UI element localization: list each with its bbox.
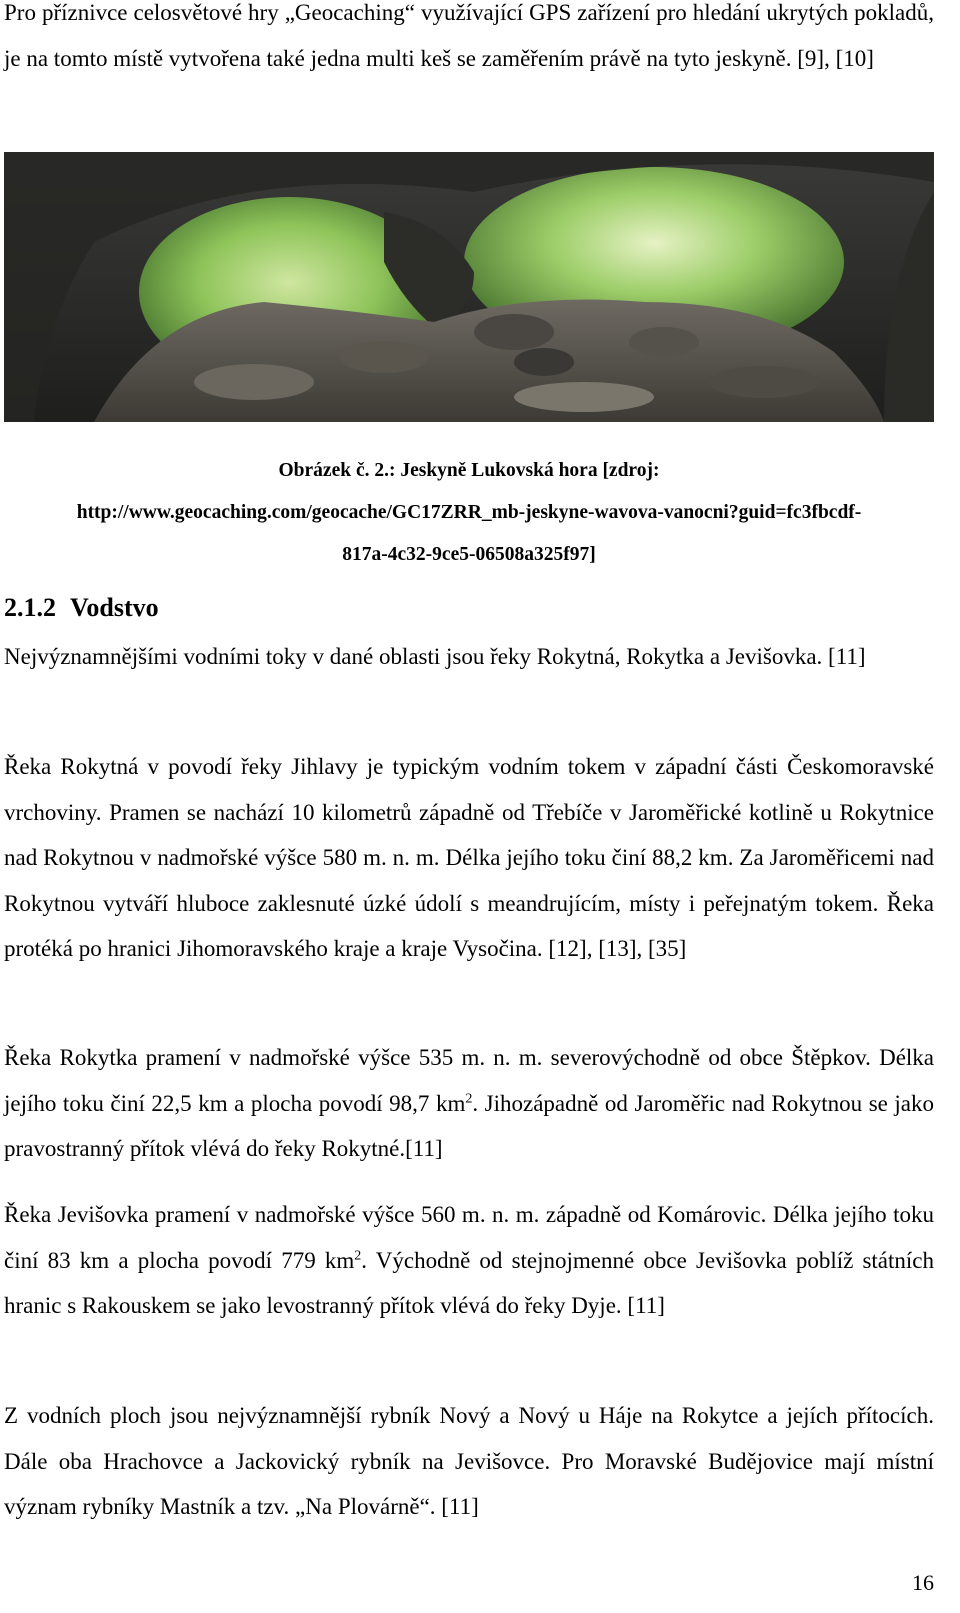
jevisovka-text-b: . Východně od stejnojmenné obce Jevišovka poblíž státních hranic s Rakouskem se jako levostranný přítok vlévá do řeky Dyje. [11] [4, 1247, 934, 1318]
jevisovka-superscript: 2 [354, 1247, 362, 1263]
rokytka-text-b: . Jihozápadně od Jaroměřic nad Rokytnou se jako pravostranný přítok vlévá do řeky Rokytné.[11] [4, 1090, 934, 1161]
section-heading [4, 588, 159, 628]
caption-line-1: Obrázek č. 2.: Jeskyně Lukovská hora [zdroj: [278, 460, 660, 481]
paragraph-main-rivers: Nejvýznamnějšími vodními toky v dané oblasti jsou řeky Rokytná, Rokytka a Jevišovka. [11] [4, 644, 866, 669]
paragraph-jevisovka [4, 1192, 934, 1329]
rokytka-text-a: Řeka Rokytka pramení v nadmořské výšce 535 m. n. m. severovýchodně od obce Štěpkov. Délka jejího toku činí 22,5 km a plocha povodí 98,7 km [4, 1045, 934, 1116]
caption-line-2: http://www.geocaching.com/geocache/GC17ZRR_mb-jeskyne-wavova-vanocni?guid=fc3fbcdf- [76, 502, 862, 523]
rokytka-superscript: 2 [465, 1090, 473, 1106]
caption-line-3: 817a-4c32-9ce5-06508a325f97] [342, 544, 596, 565]
paragraph-rokytna: Řeka Rokytná v povodí řeky Jihlavy je typickým vodním tokem v západní části Českomoravské vrchoviny. Pramen se nachází 10 kilometrů západně od Třebíče v Jaroměřické kotlině u Rokytnice nad Rokytnou v nadmořské výšce 580 m. n. m. Délka jejího toku činí 88,2 km. Za Jaroměřicemi nad Rokytnou vytváří hluboce zaklesnuté úzké údolí s meandrujícím, místy i peřejnatým tokem. Řeka protéká po hranici Jihomoravského kraje a kraje Vysočina. [12], [13], [35] [4, 754, 934, 961]
jevisovka-text-a: Řeka Jevišovka pramení v nadmořské výšce 560 m. n. m. západně od Komárovic. Délka jejího toku činí 83 km a plocha povodí 779 km [4, 1202, 934, 1273]
cave-photo [4, 152, 934, 422]
page-number: 16 [912, 1570, 934, 1595]
figure-caption [0, 450, 938, 576]
paragraph-ponds: Z vodních ploch jsou nejvýznamnější rybník Nový a Nový u Háje na Rokytce a jejích přítocích. Dále oba Hrachovce a Jackovický rybník na Jevišovce. Pro Moravské Budějovice mají místní význam rybníky Mastník a tzv. „Na Plovárně“. [11] [4, 1403, 934, 1519]
section-number: 2.1.2 [4, 593, 56, 622]
section-title: Vodstvo [70, 593, 159, 622]
intro-paragraph: Pro příznivce celosvětové hry „Geocaching“ využívající GPS zařízení pro hledání ukrytých pokladů, je na tomto místě vytvořena také jedna multi keš se zaměřením právě na tyto jeskyně. [9], [10] [4, 0, 934, 71]
paragraph-rokytka [4, 1035, 934, 1172]
